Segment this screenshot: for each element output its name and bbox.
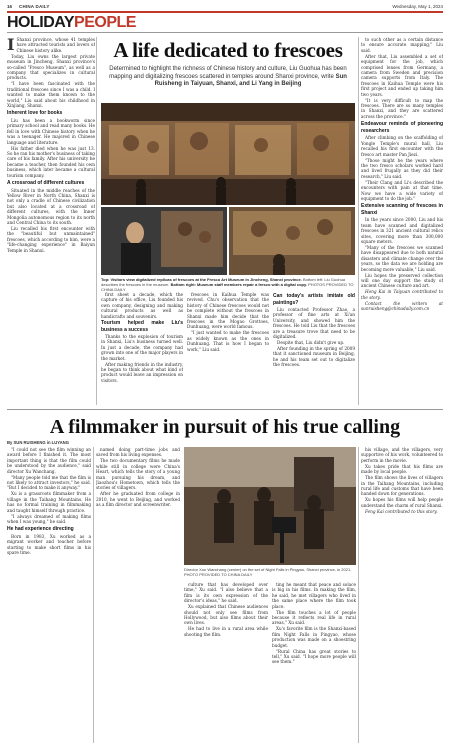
article-b-column-2 bbox=[96, 447, 180, 743]
article-a-col1b-p2: His father died when he was just 13. So he ran his mother's business of taking care of his family. After his university he became a teacher, then founded his own business, which later became a cultural tourism company. bbox=[7, 145, 95, 178]
article-a-col1c-p2: Liu recalled his first encounter with the "beautiful but unmaintained" frescoes, which according to him, were a "life-changing experience" in Baiyun Temple in Shanxi. bbox=[7, 225, 95, 253]
article-b-col5-p1: his village, and the villagers, very supportive of his work, volunteered to perform in the movie. bbox=[361, 447, 443, 463]
page-number: 16 bbox=[7, 4, 13, 9]
article-b-col5-p2: Xu takes pride that his films are made by local people. bbox=[361, 463, 443, 475]
liu-portrait-image bbox=[101, 207, 227, 275]
photo-caption-b bbox=[184, 567, 356, 577]
article-b-col4-p4: "Rural China has great stories to tell," Xu said. "I hope more people will see them." bbox=[272, 648, 356, 665]
article-a-col4c-p2: "Many of the frescoes we scanned have disappeared due to both natural disasters and climate change over the years, so the data we are holding are becoming more valuable," Liu said. bbox=[361, 244, 443, 272]
article-b-col1-p4: "I always dreamed of making films when I was young," he said. bbox=[7, 513, 91, 525]
article-a-footer-contact: Contact the writers at sunruisheng@chinadaily.com.cn bbox=[361, 300, 443, 312]
article-b-col2-p2: The two documentary films he made while still in college were China's Heart, which tells the story of a young man pursuing his dream, and Jiaozhou's Hometown, which tells the stories of villagers. bbox=[96, 458, 180, 491]
article-a-column-5 bbox=[361, 37, 443, 405]
article-a-col4c-p3: Liu hopes the preserved collection will one day support the study of ancient Chinese culture and art. bbox=[361, 272, 443, 289]
column-divider bbox=[358, 37, 359, 405]
fresco-repair-image bbox=[229, 207, 355, 275]
article-separator bbox=[7, 409, 443, 410]
article-a-col4-p1: to such other as a certain distance to ensure accurate mapping," Liu said. bbox=[361, 37, 443, 53]
article-b-subhead-1: He had experience directing bbox=[7, 526, 74, 533]
photo-film-set bbox=[184, 447, 356, 565]
article-a-subhead-2: A crossroad of different cultures bbox=[7, 180, 85, 187]
publication-date: Wednesday, May 1, 2024 bbox=[392, 4, 443, 9]
photo-liu-guohua bbox=[101, 207, 227, 275]
article-b-col3-p3: He had to live in a rural area while shooting the film. bbox=[184, 626, 268, 637]
article-a-mid-sub2-p1: Liu contacted Professor Zhao, a professor of fine arts at Xi'an University, and showed him the frescoes. He told Liu that the frescoes are a treasure trove that need to be digitalized. bbox=[273, 307, 355, 340]
article-a-col1-p3: "I have been fascinated with the traditional frescoes since I was a child. I wanted to make them known to the world," Liu said about his childhood in Xinjiang, Shanxi. bbox=[7, 81, 95, 109]
article-a-subhead-1: Inherent love for books bbox=[7, 110, 63, 117]
section-title-part2: PEOPLE bbox=[74, 14, 136, 31]
article-a-col4-p3: "It is very difficult to map the frescoes. There are so many temples in Shanxi, and they are scattered across the province." bbox=[361, 97, 443, 119]
caption-credit-b: PHOTO PROVIDED TO CHINA DAILY bbox=[184, 572, 253, 577]
article-b-col1-p2: "Many people told me that the film is not likely to attract investors," he said. "But I decided to make it anyway." bbox=[7, 474, 91, 491]
article-b-col5-p4: Xu hopes his films will help people understand the charm of rural Shanxi. bbox=[361, 497, 443, 508]
article-a-footer-contrib: Hong Kai in Taiyuan contributed to the story. bbox=[361, 289, 443, 300]
section-title-part1: HOLIDAY bbox=[7, 14, 75, 31]
film-set-image bbox=[184, 447, 356, 565]
article-a-mid-col3-p1: frescoes in Kaihua Temple was revived. Chu's observation that the history of Chinese frescoes would not be complete without the frescoes in Shanxi made him decide that the frescoes in the Mogao Grottoes, Dunhuang, were world famous. bbox=[187, 292, 269, 330]
article-b-col1-p1: "I could not see the film winning an award before I finished it. The most important thing is that the film could be understood by the audience," said director Xu Wanchang. bbox=[7, 447, 91, 474]
article-a-mid-sub1-p1: Thanks to the explosion of tourism in Shanxi, Liu's business turned well. In just a decade, the company had grown into one of the major players in the market. bbox=[101, 334, 183, 361]
article-a-col4b-p2: "Those might be the years where the two fresco scholars worked hard and lived frugally as they did their research," Liu said. bbox=[361, 157, 443, 179]
article-a-subhead-artists: Can today's artists imitate old paintings? bbox=[273, 293, 355, 306]
section-header bbox=[7, 11, 443, 33]
newspaper-name: CHINA DAILY bbox=[19, 4, 50, 9]
article-b-col3-p2: Xu explained that Chinese audiences should not only see films from Hollywood, but also films about their own lives. bbox=[184, 604, 268, 626]
article-a-deck-authors: Sun Ruisheng in Taiyuan, Shanxi, and Li Yang in Beijing bbox=[154, 73, 347, 87]
article-a-subhead-tourism: Tourism helped make Liu's business a success bbox=[101, 320, 183, 333]
photo-captions-a bbox=[101, 277, 355, 292]
article-b-column-5 bbox=[361, 447, 443, 743]
fresco-hall-image bbox=[101, 103, 355, 205]
article-b-col4-p3: Xu's favorite film is the Shanxi-based film Night Falls in Pingyao, whose production was made on a shoestring budget. bbox=[272, 626, 356, 648]
caption-bottom-right: Bottom right: Museum staff members repair a fresco with a digital copy. bbox=[170, 282, 308, 287]
article-a-column-1 bbox=[7, 37, 95, 405]
article-a-column-2 bbox=[101, 292, 183, 405]
article-a-column-4 bbox=[273, 292, 355, 405]
article-b-column-1 bbox=[7, 447, 91, 743]
column-divider bbox=[96, 37, 97, 405]
photo-museum-visitors bbox=[101, 103, 355, 205]
article-a-mid-col3-p2: "I just wanted to make the frescoes as widely known as the ones in Dunhuang. That is how I began to work," Liu said. bbox=[187, 330, 269, 352]
article-a-mid-sub1-p2: After making friends in the industry, he began to think about what kind of product would leave an impression on visitors. bbox=[101, 361, 183, 383]
article-a-subhead-endeavour: Endeavour reminds of pioneering researchers bbox=[361, 121, 443, 134]
article-b-column-3 bbox=[184, 582, 268, 743]
article-a-col4-p2: After that, Liu assembled a set of equipment for the job, which comprised lenses from Germany, a camera from Sweden and precision camera supports from Italy. The frescoes in Kaihua Temple were his first project and ended up taking him two years. bbox=[361, 53, 443, 97]
article-a-subhead-scanning: Extensive scanning of frescoes in Shanxi bbox=[361, 203, 443, 216]
article-b-col2-p3: After he graduated from college in 2010, he went to Beijing, and worked as a film director and screenwriter. bbox=[96, 491, 180, 508]
article-a-col1b-p1: Liu has been a bookworm since primary school and read many books. He fell in love with Chinese history when he was a teenager. He majored in Chinese language and literature. bbox=[7, 117, 95, 145]
article-b-byline: By SUN RUISHENG in LUYANG bbox=[7, 440, 69, 445]
masthead bbox=[7, 2, 443, 11]
article-a-col1-p1: Shanxi province, whose 41 temples have attracted tourists and lovers of Chinese history alike. bbox=[16, 37, 95, 53]
article-a-col1c-p1: Situated in the middle reaches of the Yellow River in North China, Shanxi is not only a cradle of Chinese civilization but also located at a crossroad of different cultures, with the Inner Mongolia autonomous region to its north and Central China to its south. bbox=[7, 187, 95, 225]
article-a-column-3 bbox=[187, 292, 269, 405]
article-a-deck bbox=[97, 66, 359, 89]
article-a-deck-text: Determined to highlight the richness of Chinese history and culture, Liu Guohua has been mapping and digitalizing frescoes scattered in temples around Shanxi province, write bbox=[109, 66, 347, 80]
article-b-col1b-p1: Born in 1983, Xu worked as a migrant worker and teacher before starting to make short films in his spare time. bbox=[7, 533, 91, 556]
article-a-mid-col4-p1: After founding in the spring of 2009 that it sanctioned museum in Beijing, he and his team set out to digitalize the frescoes. bbox=[273, 346, 355, 368]
article-b-col1-p3: Xu is a grassroots filmmaker from a village in the Taihang Mountains. He has no formal training in filmmaking and taught himself through practice. bbox=[7, 491, 91, 513]
column-divider bbox=[358, 447, 359, 743]
article-b-col3-p1: culture that has developed over time," Xu said. "I also believe that a film is its own expression of the director's ideas," he said. bbox=[184, 582, 268, 604]
article-b-col4-p2: The film touches a lot of people because it reflects real life in rural areas," Xu said. bbox=[272, 609, 356, 626]
article-b-col4-p1: ting he meant that peace and solace is big in his films. In making the film, he said, he met villagers who lived in the same place where the film took place. bbox=[272, 582, 356, 609]
caption-credit: PHOTOS PROVIDED TO CHINA DAILY bbox=[101, 282, 354, 292]
section-title bbox=[7, 13, 443, 33]
column-divider bbox=[93, 447, 94, 743]
article-b-column-4 bbox=[272, 582, 356, 743]
article-a-col4c-p1: In the years since 2000, Liu and his team have scanned and digitalized frescoes in 321 ancient cultural relics sites, covering more than 300,000 square meters. bbox=[361, 217, 443, 244]
article-a-mid-col2-p1: first sheet a decade, which the capture of his office, Liu founded his own company, designing and making cultural products as well as handicrafts and souvenirs. bbox=[101, 292, 183, 319]
article-a-col1-p2: Today, Liu owns the largest private museum in Jincheng, Shanxi province's so-called "Fresco Museum", as well as a company that specializes in cultural products. bbox=[7, 53, 95, 81]
article-b-headline: A filmmaker in pursuit of his true calling bbox=[49, 416, 401, 438]
article-a-mid-sub2-p2: Despite that, Liu didn't give up. bbox=[277, 340, 345, 346]
article-b-footer: Feng Kai contributed to this story. bbox=[365, 508, 438, 514]
article-a-headline: A life dedicated to frescoes bbox=[113, 38, 343, 62]
article-a-col4b-p3: "Their Clang and Li's described the encounters with pain at that time. Now we have a wide variety of equipment to do the job." bbox=[361, 179, 443, 201]
caption-top: Top: Visitors view digitalized replicas of frescoes at the Fresco Art Museum in Jincheng, Shanxi province. bbox=[101, 277, 302, 282]
photo-fresco-repair bbox=[229, 207, 355, 275]
article-b-col2-p1: named doing part-time jobs and saved from his living expenses. bbox=[96, 447, 180, 458]
caption-film-set: Director Xun Wanchang (center) on the set of Night Falls in Pingyao, Shanxi province, in 2021. bbox=[184, 567, 352, 572]
caption-bottom-left: Bottom left: Liu Guohua describes the frescoes in the museum. bbox=[101, 277, 346, 287]
dropcap: I bbox=[7, 37, 15, 54]
article-a-col4b-p1: After climbing on the scaffolding of Yongle Temple's mural hall, Liu recalled his first encounter with the fresco art master Pan Jiezi. bbox=[361, 135, 443, 157]
article-b-col5-p3: The film shows the lives of villagers in the Taihang Mountains, including rural life and customs that have been handed down for generations. bbox=[361, 475, 443, 497]
